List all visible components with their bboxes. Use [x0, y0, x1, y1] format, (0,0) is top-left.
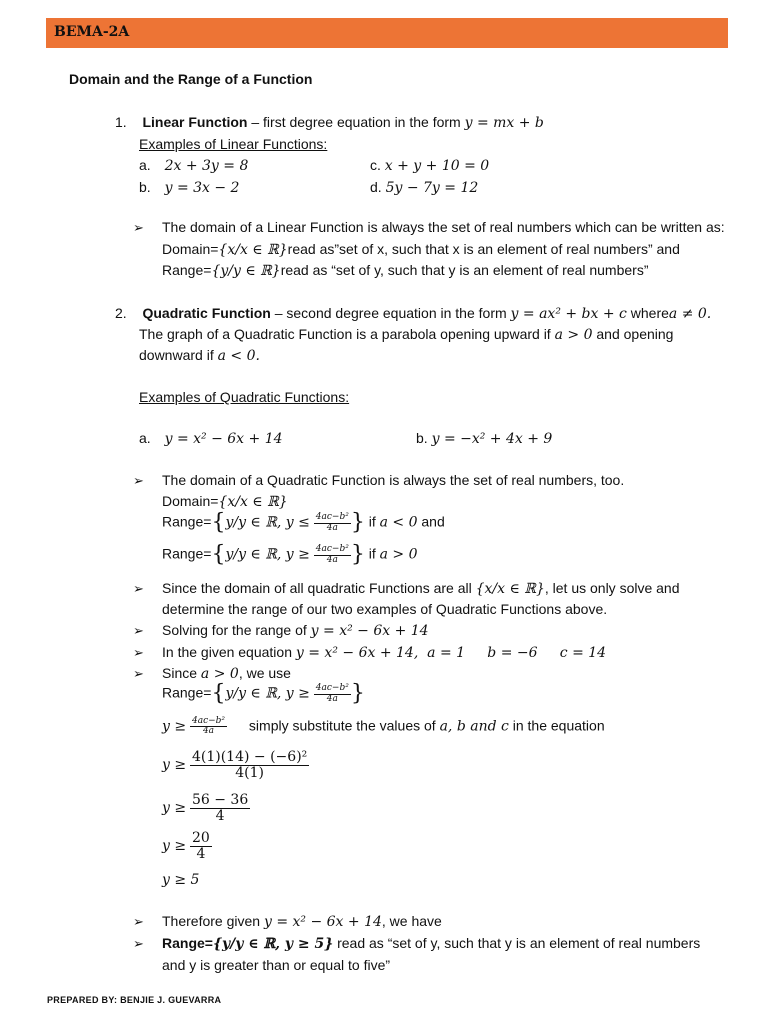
text: if [364, 545, 380, 562]
lhs: y ≥ [162, 718, 187, 735]
frac-den: 4a [326, 693, 338, 704]
range-prefix: Range= [162, 262, 212, 278]
quadratic-range-le: Range={y/y ∈ ℝ, y ≤ $\frac{\text{4ac−b²}}{4a}$ } if a < 0 and [162, 510, 445, 535]
arrowhead-icon: ➢ [133, 645, 144, 660]
quadratic-example-a [139, 430, 283, 447]
range-set: y/y ∈ ℝ, y ≤ [225, 514, 310, 531]
example-label: a. [139, 157, 151, 173]
range-prefix: Range= [162, 513, 212, 530]
quadratic-note2-line2: determine the range of our two examples of Quadratic Functions above. [162, 601, 608, 617]
example-equation: x + y + 10 = 0 [384, 158, 490, 174]
frac-den: 4a [326, 554, 338, 565]
quadratic-domain-note: The domain of a Quadratic Function is always the set of real numbers, too. [162, 472, 625, 488]
final-label: Range= [162, 935, 213, 951]
frac-den: 4a [326, 522, 338, 533]
footer-author: PREPARED BY: BENJIE J. GUEVARRA [47, 995, 222, 1005]
linear-range-line [162, 262, 649, 279]
frac-num: 4ac−b² [191, 716, 226, 726]
linear-form: y = mx + b [464, 115, 544, 131]
example-equation: y = −x² + 4x + 9 [431, 431, 553, 447]
quadratic-note2 [162, 580, 680, 597]
equation: y = x² − 6x + 14 [310, 623, 429, 639]
text: Since [162, 665, 201, 681]
item-number: 1. [115, 114, 127, 130]
example-label: b. [139, 179, 151, 195]
range-prefix: Range= [162, 545, 212, 562]
text: and opening [592, 326, 674, 342]
step3-fraction [190, 793, 250, 823]
page-title: Domain and the Range of a Function [69, 71, 313, 87]
final-read: read as “set of y, such that y is an element of real numbers [333, 935, 701, 951]
condition: a > 0 [379, 546, 418, 563]
quadratic-domain-line [162, 493, 288, 510]
quadratic-note5 [162, 665, 291, 682]
example-label: c. [370, 157, 381, 173]
example-equation: 2x + 3y = 8 [164, 158, 249, 174]
quadratic-graph-line [139, 326, 673, 343]
range-fraction [314, 513, 351, 533]
condition: a < 0. [217, 348, 260, 364]
text: Solving for the range of [162, 622, 311, 638]
text: downward if [139, 347, 218, 363]
text: , let us only solve and [544, 580, 680, 596]
course-code: BEMA-2A [54, 24, 130, 40]
linear-example-a [139, 157, 248, 174]
header-bar [46, 18, 728, 48]
step1-fraction [190, 717, 227, 737]
frac-den: 4(1) [235, 764, 264, 781]
condition: a > 0 [554, 327, 593, 343]
text: simply substitute the values of [248, 717, 440, 734]
quadratic-range-ge: Range={y/y ∈ ℝ, y ≥ $\frac{\text{4ac−b²}}{4a}$ } if a > 0 [162, 542, 418, 567]
linear-example-b [139, 179, 239, 196]
text: if [364, 513, 380, 530]
arrowhead-icon: ➢ [133, 220, 144, 235]
linear-example-c [370, 157, 489, 174]
quadratic-note4 [162, 644, 606, 661]
therefore-line [162, 913, 442, 930]
frac-num: 4ac−b² [315, 683, 349, 694]
arrowhead-icon: ➢ [133, 623, 144, 638]
equation: y = x² − 6x + 14 [263, 914, 382, 930]
linear-name: Linear Function [142, 114, 248, 130]
step2-fraction [190, 750, 309, 780]
arrowhead-icon: ➢ [133, 473, 144, 488]
text: in the equation [508, 717, 605, 734]
frac-num: 4ac−b² [315, 512, 349, 523]
example-label: a. [139, 430, 151, 446]
range-prefix: Range= [162, 684, 212, 701]
example-label: b. [416, 430, 428, 446]
quadratic-examples-heading: Examples of Quadratic Functions: [139, 389, 350, 405]
vars: a, b and c [439, 718, 509, 735]
condition: a < 0 [379, 514, 418, 531]
arrowhead-icon: ➢ [133, 936, 144, 951]
linear-examples-heading: Examples of Linear Functions: [139, 136, 328, 152]
example-equation: y = x² − 6x + 14 [164, 431, 283, 447]
text: Since the domain of all quadratic Functions are all [162, 580, 476, 596]
linear-example-d [370, 179, 478, 196]
domain-prefix: Domain= [162, 493, 219, 509]
quadratic-where: where [626, 305, 669, 321]
frac-num: 20 [191, 830, 210, 846]
text: Therefore given [162, 913, 264, 929]
quadratic-cond: a ≠ 0. [668, 306, 712, 322]
arrowhead-icon: ➢ [133, 666, 144, 681]
quadratic-example-b [416, 430, 552, 447]
range-set: {y/y ∈ ℝ} [211, 263, 281, 279]
range-fraction [314, 545, 351, 565]
text: In the given equation [162, 644, 296, 660]
step1 [162, 717, 605, 737]
range-set: y/y ∈ ℝ, y ≥ [225, 685, 310, 702]
frac-den: 4a [202, 726, 215, 737]
frac-num: 4ac−b² [315, 544, 349, 555]
frac-num: 56 − 36 [191, 792, 249, 808]
text: , we have [381, 913, 442, 929]
quadratic-form: y = ax² + bx + c [510, 306, 627, 322]
example-equation: y = 3x − 2 [164, 180, 240, 196]
step3 [162, 793, 250, 823]
step5: y ≥ 5 [162, 872, 200, 888]
formula-range: Range={y/y ∈ ℝ, y ≥ $\frac{\text{4ac−b²}}{4a}$ } [162, 681, 365, 706]
example-label: d. [370, 179, 382, 195]
linear-desc: – first degree equation in the form [247, 114, 465, 130]
text: and [417, 513, 445, 530]
domain-prefix: Domain= [162, 241, 219, 257]
lhs: y ≥ [162, 756, 187, 773]
example-equation: 5y − 7y = 12 [385, 180, 479, 196]
quadratic-graph-line2 [139, 347, 260, 364]
lhs: y ≥ [162, 799, 187, 816]
domain-set: {x/x ∈ ℝ} [218, 494, 288, 510]
quadratic-desc: – second degree equation in the form [270, 305, 511, 321]
condition: a > 0 [200, 666, 239, 682]
step2 [162, 750, 309, 780]
final-range-line2: and y is greater than or equal to five” [162, 957, 391, 973]
domain-read: read as”set of x, such that x is an element of real numbers” and [287, 241, 680, 257]
lhs: y ≥ [162, 837, 187, 854]
final-range-line [162, 935, 700, 952]
quadratic-heading [115, 305, 711, 322]
frac-den: 4 [215, 807, 225, 824]
equation: y = x² − 6x + 14, a = 1 b = −6 c = 14 [295, 645, 607, 661]
frac-num: 4(1)(14) − (−6)² [191, 749, 308, 765]
step4 [162, 831, 212, 861]
arrowhead-icon: ➢ [133, 914, 144, 929]
domain-set: {x/x ∈ ℝ} [218, 242, 288, 258]
step4-fraction [190, 831, 212, 861]
range-read: read as “set of y, such that y is an element of real numbers” [280, 262, 649, 278]
item-number: 2. [115, 305, 127, 321]
text: , we use [238, 665, 291, 681]
final-set: {y/y ∈ ℝ, y ≥ 5} [212, 936, 334, 952]
range-fraction [314, 684, 351, 704]
range-set: y/y ∈ ℝ, y ≥ [225, 546, 310, 563]
quadratic-name: Quadratic Function [142, 305, 271, 321]
quadratic-note3 [162, 622, 429, 639]
linear-heading [115, 114, 544, 131]
arrowhead-icon: ➢ [133, 581, 144, 596]
text: The graph of a Quadratic Function is a parabola opening upward if [139, 326, 555, 342]
frac-den: 4 [196, 845, 206, 862]
linear-domain-note: The domain of a Linear Function is always the set of real numbers which can be written as: [162, 219, 725, 235]
domain-set: {x/x ∈ ℝ} [475, 581, 545, 597]
linear-domain-line [162, 241, 680, 258]
